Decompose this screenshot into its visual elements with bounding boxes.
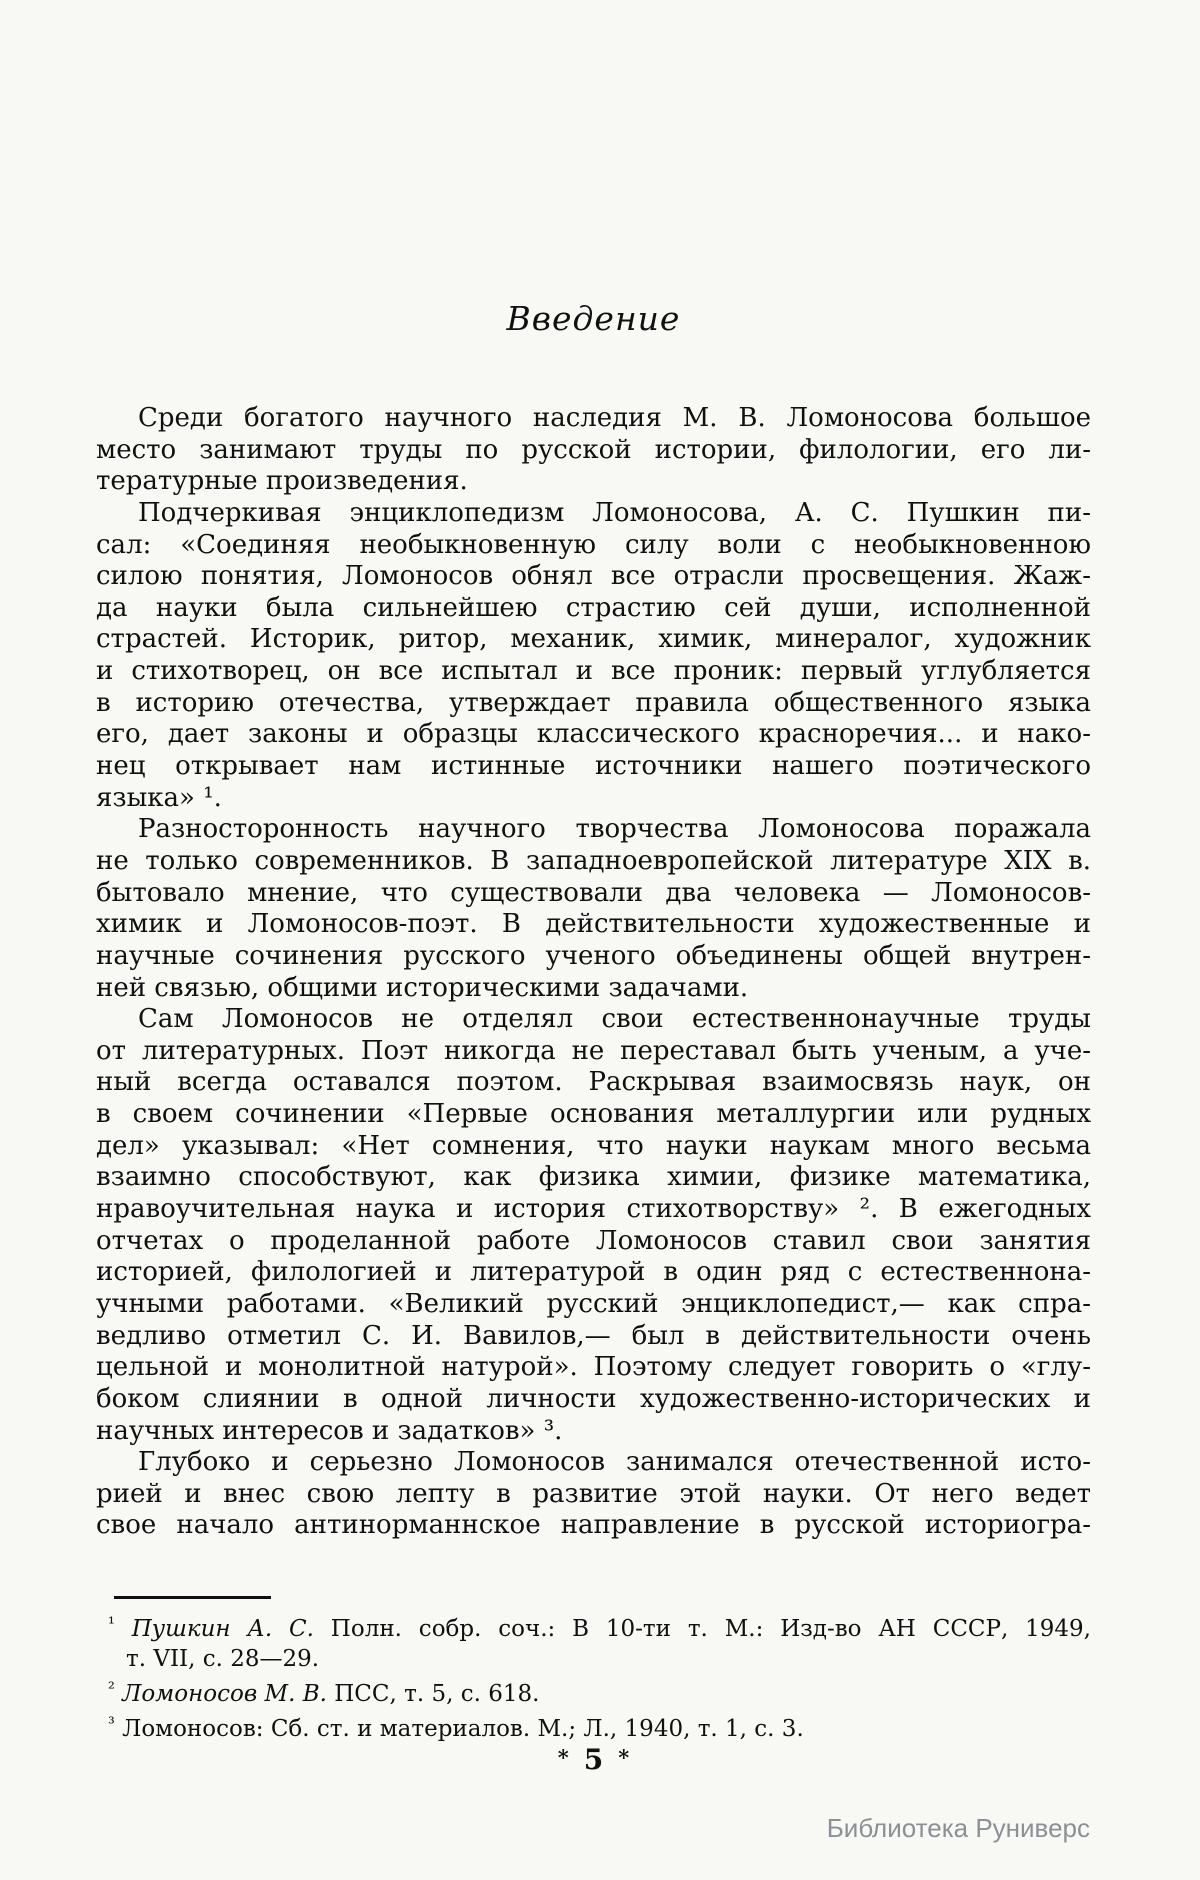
text-line: сал: «Соединяя необыкновенную силу воли с необыкновенною	[96, 529, 1091, 560]
ornament-asterisk-right: *	[618, 1745, 630, 1770]
ornament-asterisk-left: *	[557, 1745, 569, 1770]
paragraph-1	[96, 403, 1091, 498]
text-line: научных интересов и задатков» ³.	[96, 1415, 563, 1446]
text-line: ведливо отметил С. И. Вавилов,— был в действительности очень	[96, 1320, 1091, 1351]
text-line: ней связью, общими историческими задачами.	[96, 972, 749, 1003]
text-line: страстей. Историк, ритор, механик, химик, минералог, художник	[96, 624, 1091, 655]
footnote-divider	[114, 1596, 271, 1599]
footnote-3	[96, 1709, 1091, 1744]
text-line: от литературных. Поэт никогда не переставал быть ученым, а уче-	[96, 1035, 1091, 1066]
text-line: нравоучительная наука и история стихотворству» ². В ежегодных	[96, 1194, 1091, 1225]
text-line: отчетах о проделанной работе Ломоносов ставил свои занятия	[96, 1225, 1091, 1256]
paragraph-2	[96, 498, 1091, 814]
text-line: Подчеркивая энциклопедизм Ломоносова, А. С. Пушкин пи-	[138, 497, 1091, 528]
text-line: нец открывает нам истинные источники нашего поэтического	[96, 751, 1091, 782]
text-line: да науки была сильнейшею страстию сей души, исполненной	[96, 592, 1091, 623]
text-line: рией и внес свою лепту в развитие этой науки. От него ведет	[96, 1478, 1091, 1509]
text-line: в историю отечества, утверждает правила общественного языка	[96, 687, 1091, 718]
text-line: и стихотворец, он все испытал и все проник: первый углубляется	[96, 656, 1091, 687]
text-line: ный всегда оставался поэтом. Раскрывая взаимосвязь наук, он	[96, 1067, 1091, 1098]
footnote-1-continuation: т. VII, с. 28—29.	[126, 1646, 320, 1672]
text-line: его, дает законы и образцы классического красноречия... и нако-	[96, 719, 1091, 750]
text-line: Глубоко и серьезно Ломоносов занимался отечественной исто-	[138, 1447, 1091, 1478]
footnote-marker: ²	[108, 1679, 115, 1699]
paragraph-5	[96, 1447, 1091, 1542]
footnote-marker: ¹	[108, 1614, 115, 1634]
page-number-value: 5	[583, 1743, 604, 1776]
text-line: историей, филологией и литературой в один ряд с естественнона-	[96, 1257, 1091, 1288]
footnote-text: Полн. собр. соч.: В 10-ти т. М.: Изд-во АН СССР, 1949,	[330, 1616, 1091, 1642]
text-line: цельной и монолитной натурой». Поэтому следует говорить о «глу-	[96, 1352, 1091, 1383]
footnote-text: ПСС, т. 5, с. 618.	[334, 1681, 540, 1707]
page-number	[96, 1743, 1091, 1776]
text-line: не только современников. В западноевропейской литературе XIX в.	[96, 845, 1091, 876]
text-line: Разносторонность научного творчества Ломоносова поражала	[138, 814, 1091, 845]
text-line: взаимно способствуют, как физика химии, физике математика,	[96, 1162, 1091, 1193]
text-line: место занимают труды по русской истории, филологии, его ли-	[96, 434, 1091, 465]
text-line: химик и Ломоносов-поэт. В действительности художественные и	[96, 909, 1091, 940]
paragraph-4	[96, 1004, 1091, 1447]
paragraph-3	[96, 814, 1091, 1004]
text-line: Сам Ломоносов не отделял свои естественнонаучные труды	[138, 1004, 1091, 1035]
text-line: свое начало антинорманнское направление в русской историогра-	[96, 1510, 1091, 1541]
footnote-author: Ломоносов М. В.	[122, 1681, 327, 1707]
text-line: силою понятия, Ломоносов обнял все отрасли просвещения. Жаж-	[96, 561, 1091, 592]
body-text	[96, 403, 1091, 1542]
text-line: научные сочинения русского ученого объединены общей внутрен-	[96, 940, 1091, 971]
footnote-2	[96, 1674, 1091, 1709]
text-line: в своем сочинении «Первые основания металлургии или рудных	[96, 1099, 1091, 1130]
text-line: тературные произведения.	[96, 466, 468, 497]
footnote-author: Пушкин А. С.	[131, 1616, 314, 1642]
chapter-title: Введение	[506, 299, 681, 338]
text-line: учными работами. «Великий русский энциклопедист,— как спра-	[96, 1288, 1091, 1319]
footnote-marker: ³	[108, 1714, 115, 1734]
footnotes-section	[96, 1596, 1091, 1744]
footnote-1	[96, 1609, 1091, 1644]
watermark: Библиотека Руниверс	[826, 1813, 1090, 1843]
text-line: дел» указывал: «Нет сомнения, что науки наукам много весьма	[96, 1130, 1091, 1161]
footnote-text: Ломоносов: Сб. ст. и материалов. М.; Л., 1940, т. 1, с. 3.	[122, 1716, 804, 1742]
text-line: боком слиянии в одной личности художественно-исторических и	[96, 1383, 1091, 1414]
text-line: бытовало мнение, что существовали два человека — Ломоносов-	[96, 877, 1091, 908]
text-line: Среди богатого научного наследия М. В. Ломоносова большое	[138, 403, 1091, 433]
text-line: языка» ¹.	[96, 782, 222, 813]
